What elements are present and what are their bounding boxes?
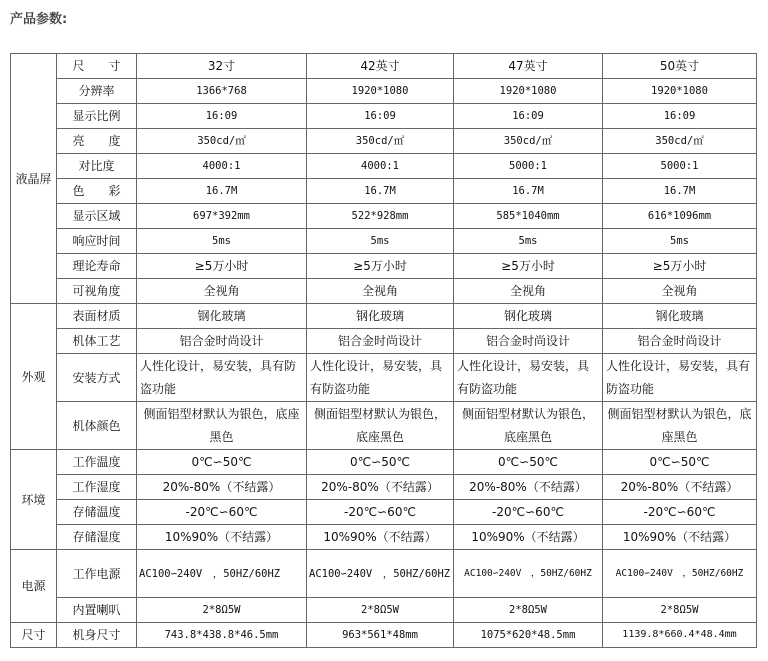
cell: 10%90%（不结露） bbox=[454, 525, 603, 550]
cell: 1366*768 bbox=[137, 79, 307, 104]
row-label: 工作湿度 bbox=[57, 475, 137, 500]
table-row bbox=[11, 475, 757, 500]
table-row bbox=[11, 329, 757, 354]
table-row bbox=[11, 354, 757, 402]
group-environment: 环境 bbox=[11, 450, 57, 550]
table-row bbox=[11, 229, 757, 254]
cell: 2*8Ω5W bbox=[603, 598, 757, 623]
row-label: 色 彩 bbox=[57, 179, 137, 204]
cell: 743.8*438.8*46.5mm bbox=[137, 623, 307, 648]
cell: 全视角 bbox=[137, 279, 307, 304]
row-label: 理论寿命 bbox=[57, 254, 137, 279]
row-label: 安装方式 bbox=[57, 354, 137, 402]
model-47: 47英寸 bbox=[454, 54, 603, 79]
cell: ≥5万小时 bbox=[603, 254, 757, 279]
cell: 522*928mm bbox=[307, 204, 454, 229]
row-label: 内置喇叭 bbox=[57, 598, 137, 623]
cell: 5ms bbox=[603, 229, 757, 254]
cell: 16:09 bbox=[137, 104, 307, 129]
cell: 1920*1080 bbox=[307, 79, 454, 104]
cell: 铝合金时尚设计 bbox=[454, 329, 603, 354]
group-lcd: 液晶屏 bbox=[11, 54, 57, 304]
table-row bbox=[11, 500, 757, 525]
table-row bbox=[11, 54, 757, 79]
cell: 5000:1 bbox=[603, 154, 757, 179]
table-row bbox=[11, 525, 757, 550]
model-50: 50英寸 bbox=[603, 54, 757, 79]
cell: 16:09 bbox=[307, 104, 454, 129]
cell: AC100∽240V ，50HZ/60HZ bbox=[603, 550, 757, 598]
cell: 20%-80%（不结露） bbox=[307, 475, 454, 500]
cell: 全视角 bbox=[307, 279, 454, 304]
cell: 16.7M bbox=[137, 179, 307, 204]
row-label: 表面材质 bbox=[57, 304, 137, 329]
cell: 钢化玻璃 bbox=[603, 304, 757, 329]
cell: 0℃∽50℃ bbox=[454, 450, 603, 475]
row-label: 机体工艺 bbox=[57, 329, 137, 354]
row-label: 可视角度 bbox=[57, 279, 137, 304]
cell: 0℃∽50℃ bbox=[137, 450, 307, 475]
cell: 350cd/㎡ bbox=[137, 129, 307, 154]
row-label: 响应时间 bbox=[57, 229, 137, 254]
cell: 侧面铝型材默认为银色，底座黑色 bbox=[307, 402, 454, 450]
cell: 20%-80%（不结露） bbox=[603, 475, 757, 500]
cell: 697*392mm bbox=[137, 204, 307, 229]
row-label: 工作温度 bbox=[57, 450, 137, 475]
header-label: 尺 寸 bbox=[57, 54, 137, 79]
cell: 350cd/㎡ bbox=[307, 129, 454, 154]
cell: 人性化设计，易安装，具有防盗功能 bbox=[454, 354, 603, 402]
cell: -20℃∽60℃ bbox=[137, 500, 307, 525]
model-32: 32寸 bbox=[137, 54, 307, 79]
spec-table bbox=[10, 53, 757, 648]
cell: 1139.8*660.4*48.4mm bbox=[603, 623, 757, 648]
table-row bbox=[11, 104, 757, 129]
cell: 5ms bbox=[137, 229, 307, 254]
row-label: 对比度 bbox=[57, 154, 137, 179]
table-row bbox=[11, 179, 757, 204]
cell: 16.7M bbox=[603, 179, 757, 204]
page-heading: 产品参数: bbox=[10, 12, 68, 27]
cell: 2*8Ω5W bbox=[454, 598, 603, 623]
cell: 4000:1 bbox=[307, 154, 454, 179]
cell: 20%-80%（不结露） bbox=[454, 475, 603, 500]
row-label: 存储温度 bbox=[57, 500, 137, 525]
cell: 人性化设计，易安装，具有防盗功能 bbox=[603, 354, 757, 402]
table-row bbox=[11, 598, 757, 623]
cell: 全视角 bbox=[454, 279, 603, 304]
cell: ≥5万小时 bbox=[307, 254, 454, 279]
cell: 4000:1 bbox=[137, 154, 307, 179]
row-label: 存储湿度 bbox=[57, 525, 137, 550]
table-row bbox=[11, 279, 757, 304]
cell: 人性化设计，易安装，具有防盗功能 bbox=[137, 354, 307, 402]
cell: AC100∽240V ，50HZ/60HZ bbox=[137, 550, 307, 598]
group-power: 电源 bbox=[11, 550, 57, 623]
row-label: 工作电源 bbox=[57, 550, 137, 598]
cell: 5000:1 bbox=[454, 154, 603, 179]
group-size: 尺寸 bbox=[11, 623, 57, 648]
cell: AC100∽240V ，50HZ/60HZ bbox=[454, 550, 603, 598]
cell: 铝合金时尚设计 bbox=[307, 329, 454, 354]
cell: 侧面铝型材默认为银色，底座黑色 bbox=[454, 402, 603, 450]
table-row bbox=[11, 623, 757, 648]
cell: 1920*1080 bbox=[454, 79, 603, 104]
cell: 侧面铝型材默认为银色，底座黑色 bbox=[137, 402, 307, 450]
cell: 2*8Ω5W bbox=[137, 598, 307, 623]
cell: 16.7M bbox=[307, 179, 454, 204]
table-row bbox=[11, 129, 757, 154]
cell: 10%90%（不结露） bbox=[307, 525, 454, 550]
cell: AC100∽240V ，50HZ/60HZ bbox=[307, 550, 454, 598]
cell: 铝合金时尚设计 bbox=[603, 329, 757, 354]
cell: 963*561*48mm bbox=[307, 623, 454, 648]
cell: ≥5万小时 bbox=[137, 254, 307, 279]
table-row bbox=[11, 254, 757, 279]
table-row bbox=[11, 550, 757, 598]
model-42: 42英寸 bbox=[307, 54, 454, 79]
cell: 钢化玻璃 bbox=[454, 304, 603, 329]
cell: 2*8Ω5W bbox=[307, 598, 454, 623]
cell: -20℃∽60℃ bbox=[603, 500, 757, 525]
cell: 350cd/㎡ bbox=[603, 129, 757, 154]
row-label: 机身尺寸 bbox=[57, 623, 137, 648]
row-label: 显示区域 bbox=[57, 204, 137, 229]
cell: 钢化玻璃 bbox=[137, 304, 307, 329]
group-appearance: 外观 bbox=[11, 304, 57, 450]
cell: -20℃∽60℃ bbox=[454, 500, 603, 525]
cell: 10%90%（不结露） bbox=[137, 525, 307, 550]
cell: 侧面铝型材默认为银色，底座黑色 bbox=[603, 402, 757, 450]
table-row bbox=[11, 79, 757, 104]
cell: 585*1040mm bbox=[454, 204, 603, 229]
table-row bbox=[11, 402, 757, 450]
cell: 5ms bbox=[454, 229, 603, 254]
table-row bbox=[11, 204, 757, 229]
row-label: 显示比例 bbox=[57, 104, 137, 129]
cell: 0℃∽50℃ bbox=[603, 450, 757, 475]
row-label: 亮 度 bbox=[57, 129, 137, 154]
cell: ≥5万小时 bbox=[454, 254, 603, 279]
row-label: 分辨率 bbox=[57, 79, 137, 104]
table-row bbox=[11, 154, 757, 179]
cell: 16:09 bbox=[603, 104, 757, 129]
cell: 616*1096mm bbox=[603, 204, 757, 229]
cell: 铝合金时尚设计 bbox=[137, 329, 307, 354]
cell: 10%90%（不结露） bbox=[603, 525, 757, 550]
cell: 16:09 bbox=[454, 104, 603, 129]
cell: -20℃∽60℃ bbox=[307, 500, 454, 525]
cell: 全视角 bbox=[603, 279, 757, 304]
cell: 人性化设计，易安装，具有防盗功能 bbox=[307, 354, 454, 402]
cell: 1075*620*48.5mm bbox=[454, 623, 603, 648]
cell: 20%-80%（不结露） bbox=[137, 475, 307, 500]
row-label: 机体颜色 bbox=[57, 402, 137, 450]
table-row bbox=[11, 304, 757, 329]
cell: 0℃∽50℃ bbox=[307, 450, 454, 475]
cell: 钢化玻璃 bbox=[307, 304, 454, 329]
cell: 350cd/㎡ bbox=[454, 129, 603, 154]
cell: 16.7M bbox=[454, 179, 603, 204]
table-row bbox=[11, 450, 757, 475]
cell: 5ms bbox=[307, 229, 454, 254]
cell: 1920*1080 bbox=[603, 79, 757, 104]
